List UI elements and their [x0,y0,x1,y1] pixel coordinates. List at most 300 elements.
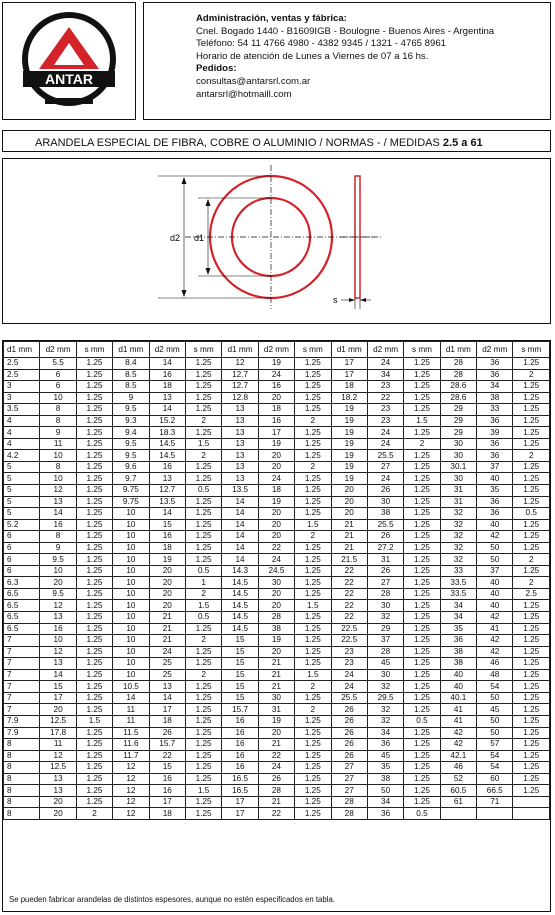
table-cell: 19 [258,358,294,370]
table-cell: 25 [149,658,185,670]
table-cell: 22 [331,565,367,577]
table-cell: 10 [40,635,76,647]
table-cell: 1.25 [76,542,112,554]
table-cell: 15 [40,681,76,693]
table-cell: 1.25 [404,704,440,716]
table-cell: 11.5 [113,727,149,739]
table-cell: 1.25 [295,358,331,370]
table-cell: 28 [367,646,403,658]
column-header: s mm [513,342,550,358]
table-cell: 24 [367,438,403,450]
table-cell: 21 [149,623,185,635]
table-cell: 1.25 [76,461,112,473]
table-cell: 1.25 [185,508,221,520]
table-cell: 36 [477,358,513,370]
table-cell: 12 [113,785,149,797]
table-cell: 1.25 [513,461,550,473]
table-cell: 9.5 [113,438,149,450]
table-cell: 50 [477,692,513,704]
table-cell: 52 [440,773,476,785]
table-cell: 2 [295,531,331,543]
table-cell: 32 [367,715,403,727]
table-cell: 17 [149,796,185,808]
table-cell: 8 [4,739,40,751]
table-cell: 21 [258,796,294,808]
table-cell: 40 [440,681,476,693]
table-cell: 14 [149,358,185,370]
table-cell: 0.5 [185,565,221,577]
table-cell: 17.8 [40,727,76,739]
table-cell: 14 [149,692,185,704]
table-cell: 41 [440,715,476,727]
washer-drawing [3,159,549,322]
table-cell: 6.5 [4,612,40,624]
table-cell: 19 [149,554,185,566]
table-cell: 10 [113,612,149,624]
table-cell: 0.5 [185,485,221,497]
table-cell: 1.25 [295,542,331,554]
table-cell: 38 [367,773,403,785]
table-cell: 40 [477,588,513,600]
table-row [4,438,550,450]
email-secondary[interactable]: antarsrl@hotmaill.com [196,88,292,100]
table-cell: 2 [185,450,221,462]
table-row [4,461,550,473]
table-cell: 7 [4,704,40,716]
table-cell: 1.25 [76,750,112,762]
table-cell: 26 [367,531,403,543]
column-header: d2 mm [367,342,403,358]
table-cell: 2 [513,554,550,566]
table-cell: 28 [331,808,367,820]
column-header: d1 mm [4,342,40,358]
table-cell: 1.25 [185,542,221,554]
table-row [4,519,550,531]
table-cell: 1.25 [513,646,550,658]
table-cell: 1.25 [404,600,440,612]
table-cell: 1.25 [295,658,331,670]
title-product: ARANDELA ESPECIAL DE FIBRA, COBRE O ALUMINIO [35,137,317,149]
table-cell: 1.25 [513,681,550,693]
table-cell: 12 [113,762,149,774]
table-row [4,750,550,762]
antar-logo [3,3,134,118]
table-cell: 1 [185,577,221,589]
table-cell: 1.25 [513,612,550,624]
table-cell: 50 [477,727,513,739]
table-cell: 1.5 [404,415,440,427]
table-cell: 30 [367,496,403,508]
table-cell: 1.25 [76,762,112,774]
table-cell [513,808,550,820]
table-cell: 14.5 [222,600,258,612]
table-cell: 18 [149,808,185,820]
table-cell: 0.5 [513,508,550,520]
table-cell: 1.25 [404,427,440,439]
table-cell: 45 [367,658,403,670]
table-cell: 1.25 [76,404,112,416]
table-cell: 30 [367,600,403,612]
table-cell: 1.25 [76,669,112,681]
table-cell: 28 [258,612,294,624]
table-cell: 1.25 [295,473,331,485]
table-cell: 1.25 [295,588,331,600]
column-header: s mm [185,342,221,358]
table-cell: 15 [149,762,185,774]
table-cell: 1.25 [185,762,221,774]
table-cell: 30 [440,473,476,485]
table-cell: 1.5 [185,600,221,612]
table-cell: 0.5 [185,612,221,624]
table-cell: 15 [222,658,258,670]
table-cell: 16.5 [222,773,258,785]
table-cell: 9 [113,392,149,404]
table-cell: 12.5 [40,762,76,774]
table-cell: 1.25 [295,496,331,508]
table-cell: 2 [295,461,331,473]
table-cell: 9.3 [113,415,149,427]
table-cell: 45 [477,704,513,716]
table-cell: 27 [367,577,403,589]
table-cell: 36 [477,508,513,520]
table-cell: 7 [4,669,40,681]
table-cell: 21 [258,681,294,693]
table-cell: 27 [331,762,367,774]
table-row [4,739,550,751]
table-cell: 38 [440,658,476,670]
table-cell: 23 [367,415,403,427]
table-row [4,785,550,797]
table-cell: 17 [258,427,294,439]
table-cell: 32 [440,508,476,520]
footnote: Se pueden fabricar arandelas de distintos espesores, aunque no estén especificados en tabla. [9,895,335,904]
table-cell: 3 [4,392,40,404]
table-cell: 57 [477,739,513,751]
table-cell: 10 [40,392,76,404]
table-cell: 27 [331,785,367,797]
table-cell: 13.5 [149,496,185,508]
table-cell: 60.5 [440,785,476,797]
table-cell: 11 [40,438,76,450]
table-cell: 36 [477,369,513,381]
table-cell: 4 [4,415,40,427]
table-cell: 22 [331,577,367,589]
table-cell: 1.25 [404,381,440,393]
table-cell: 1.25 [404,519,440,531]
table-cell: 1.25 [76,727,112,739]
table-cell: 40 [477,577,513,589]
table-cell: 26 [331,739,367,751]
table-row [4,600,550,612]
table-cell: 54 [477,762,513,774]
table-cell: 24 [367,358,403,370]
table-cell: 14 [222,542,258,554]
table-cell: 12.5 [40,715,76,727]
table-cell: 13 [40,773,76,785]
table-cell: 15 [222,692,258,704]
table-row [4,415,550,427]
table-cell: 2 [404,438,440,450]
table-cell: 38 [367,508,403,520]
table-cell: 16 [149,461,185,473]
table-cell: 16 [258,381,294,393]
table-cell: 23 [331,658,367,670]
table-cell: 1.25 [404,623,440,635]
table-cell: 1.25 [185,358,221,370]
table-cell: 42.1 [440,750,476,762]
table-header-row [4,342,550,358]
dimensions-table [3,341,550,820]
table-cell: 1.25 [76,658,112,670]
table-cell: 1.25 [404,692,440,704]
table-row [4,554,550,566]
table-cell: 1.25 [513,773,550,785]
table-cell: 19 [258,635,294,647]
table-cell: 6 [4,531,40,543]
table-cell: 1.25 [513,669,550,681]
column-header: d1 mm [331,342,367,358]
table-cell: 1.5 [295,600,331,612]
table-row [4,658,550,670]
table-cell: 30 [440,438,476,450]
table-cell: 14.5 [222,623,258,635]
table-cell: 33 [477,404,513,416]
admin-heading: Administración, ventas y fábrica: [196,13,347,24]
table-cell: 22 [331,588,367,600]
table-cell: 1.25 [185,519,221,531]
table-cell: 29.5 [367,692,403,704]
table-cell: 1.25 [295,785,331,797]
table-cell: 1.25 [404,773,440,785]
table-cell: 1.25 [513,358,550,370]
table-cell: 1.5 [185,438,221,450]
table-row [4,623,550,635]
table-cell: 28 [367,588,403,600]
table-cell: 32 [367,704,403,716]
email-primary[interactable]: consultas@antarsrl.com.ar [196,75,311,87]
table-cell: 1.25 [513,473,550,485]
table-cell: 1.25 [404,669,440,681]
table-cell: 9 [40,427,76,439]
table-cell: 1.25 [513,600,550,612]
table-row [4,358,550,370]
table-cell: 1.25 [404,612,440,624]
table-cell: 26 [331,715,367,727]
table-cell: 2.5 [513,588,550,600]
table-cell: 21 [331,542,367,554]
table-cell: 7 [4,658,40,670]
table-cell: 36 [477,438,513,450]
table-cell: 24 [258,762,294,774]
table-cell: 22.5 [331,635,367,647]
table-cell: 1.25 [513,415,550,427]
table-cell: 50 [477,542,513,554]
table-cell: 15.7 [222,704,258,716]
table-cell: 20 [331,485,367,497]
table-cell: 1.25 [185,704,221,716]
table-cell: 1.25 [404,369,440,381]
table-cell: 31 [440,485,476,497]
table-cell: 12.7 [222,369,258,381]
table-cell: 14.5 [222,577,258,589]
table-cell: 1.25 [76,392,112,404]
table-cell: 1.25 [404,762,440,774]
table-cell: 32 [367,612,403,624]
table-row [4,692,550,704]
table-cell: 17 [222,808,258,820]
table-cell: 1.25 [295,750,331,762]
table-cell: 1.25 [185,681,221,693]
table-cell: 1.25 [404,727,440,739]
table-cell: 18 [149,542,185,554]
contact-panel [143,2,551,120]
table-cell: 1.25 [295,796,331,808]
table-cell: 20 [258,646,294,658]
table-cell: 4 [4,427,40,439]
table-cell: 25.5 [367,519,403,531]
table-cell: 30 [367,669,403,681]
table-cell: 1.25 [513,519,550,531]
table-cell: 1.25 [513,496,550,508]
table-cell: 20 [40,808,76,820]
table-row [4,404,550,416]
table-cell: 41 [477,623,513,635]
table-cell: 12 [113,796,149,808]
table-cell: 1.25 [76,600,112,612]
table-cell: 1.25 [404,508,440,520]
table-cell: 9.75 [113,496,149,508]
table-cell: 24 [149,646,185,658]
page-title [2,130,551,152]
table-cell: 16 [149,369,185,381]
table-cell: 12 [40,485,76,497]
table-cell: 9.5 [113,404,149,416]
table-cell: 36 [367,808,403,820]
table-cell: 27 [367,461,403,473]
table-cell: 14.5 [222,588,258,600]
table-cell: 28.6 [440,392,476,404]
table-cell: 22 [258,808,294,820]
table-cell: 1.25 [513,750,550,762]
table-cell [477,808,513,820]
label-d2: d2 [170,233,181,243]
table-row [4,508,550,520]
table-cell: 37 [367,635,403,647]
table-cell: 34 [440,612,476,624]
table-cell: 32 [440,519,476,531]
table-cell: 1.25 [404,750,440,762]
table-cell: 29 [440,415,476,427]
table-cell: 15 [222,669,258,681]
table-cell: 5 [4,485,40,497]
table-cell: 31 [258,704,294,716]
table-cell: 1.25 [76,427,112,439]
table-cell: 7 [4,681,40,693]
table-cell: 1.25 [513,727,550,739]
dimensions-table-panel [2,340,551,912]
table-cell: 30 [258,577,294,589]
table-cell: 20 [149,600,185,612]
table-cell: 1.25 [513,381,550,393]
table-cell: 14 [222,496,258,508]
table-cell: 1.25 [185,369,221,381]
table-cell: 1.25 [295,450,331,462]
table-cell: 2 [295,681,331,693]
table-cell: 1.25 [295,635,331,647]
table-cell: 1.25 [404,485,440,497]
table-cell: 9.75 [113,485,149,497]
table-cell: 50 [477,554,513,566]
table-cell: 10 [113,669,149,681]
table-cell: 1.25 [185,404,221,416]
table-cell: 1.25 [185,808,221,820]
table-cell: 19 [331,450,367,462]
table-cell: 9.7 [113,473,149,485]
label-s: s [333,295,338,305]
table-cell: 11.7 [113,750,149,762]
table-cell: 34 [440,600,476,612]
table-cell: 1.25 [295,438,331,450]
table-cell: 60 [477,773,513,785]
title-range: 2.5 a 61 [442,137,483,149]
table-cell: 1.25 [76,519,112,531]
table-cell: 18 [149,715,185,727]
table-cell: 1.25 [295,739,331,751]
table-cell: 26 [331,750,367,762]
table-cell: 1.25 [76,369,112,381]
table-cell: 20 [258,461,294,473]
table-cell: 30 [258,692,294,704]
table-cell: 1.25 [185,392,221,404]
table-cell: 42 [477,646,513,658]
column-header: d1 mm [440,342,476,358]
table-cell: 22 [367,392,403,404]
table-cell: 2 [513,369,550,381]
table-cell: 1.25 [295,715,331,727]
table-cell: 8 [4,808,40,820]
table-cell: 15 [222,681,258,693]
table-row [4,496,550,508]
table-cell: 23 [367,381,403,393]
table-cell: 1.25 [76,358,112,370]
table-cell: 1.25 [295,554,331,566]
table-cell: 1.25 [404,542,440,554]
table-cell: 13 [222,450,258,462]
table-row [4,635,550,647]
table-cell: 1.25 [404,635,440,647]
table-cell: 6 [40,381,76,393]
table-cell: 1.25 [513,623,550,635]
table-cell: 16 [258,415,294,427]
table-cell: 36 [477,415,513,427]
table-cell: 71 [477,796,513,808]
table-cell: 23 [367,404,403,416]
table-cell: 20 [40,577,76,589]
table-cell: 10 [113,658,149,670]
table-cell [440,808,476,820]
table-row [4,588,550,600]
table-cell: 34 [477,381,513,393]
table-cell: 11 [113,715,149,727]
table-cell: 34 [367,369,403,381]
table-cell: 50 [367,785,403,797]
table-cell: 10 [113,646,149,658]
table-cell: 22.5 [331,623,367,635]
table-cell: 7 [4,692,40,704]
table-cell: 1.25 [295,727,331,739]
table-cell: 42 [477,531,513,543]
table-cell: 10 [113,635,149,647]
